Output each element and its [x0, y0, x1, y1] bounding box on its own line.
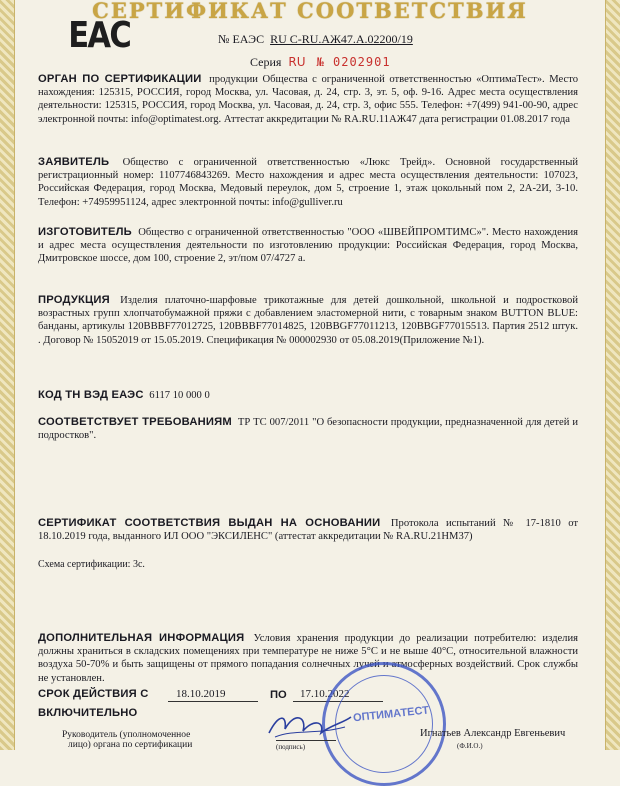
issue-basis-text: Протокола испытаний № 17-1810 от 18.10.2019 года, выданного ИЛ ООО "ЭКСИЛЕНС" (аттестат аккредитации № RA.RU.21НМ37)	[38, 518, 578, 543]
requirements-section	[38, 416, 578, 442]
left-ornament-border	[0, 0, 15, 750]
stamp-text: ОПТИМАТЕСТ	[352, 704, 430, 725]
certification-scheme: Схема сертификации: 3с.	[38, 559, 145, 570]
validity-to-label: ПО	[270, 689, 287, 701]
signatory-name: Игнатьев Александр Евгеньевич	[420, 728, 566, 739]
additional-info-text: Условия хранения продукции до реализации потребителю: изделия должны храниться в складских помещениях при температуре не ниже 5°С и не выше 40°С, относительной влажности воздуха 50-70% и быть защищены от прямого попадания солнечных лучей и атмосферных воздействий. Срок службы не установлен.	[38, 633, 578, 684]
eac-logo-icon: EAC	[68, 15, 131, 56]
requirements-label: СООТВЕТСТВУЕТ ТРЕБОВАНИЯМ	[38, 416, 232, 428]
certification-body-section	[38, 73, 578, 126]
validity-to-date: 17.10.2022	[300, 688, 350, 700]
signature-underline	[276, 740, 336, 741]
handwritten-signature	[265, 707, 355, 741]
manufacturer-section	[38, 226, 578, 266]
tn-ved-value: 6117 10 000 0	[149, 390, 210, 401]
issue-basis-section	[38, 517, 578, 543]
series-number: № 0202901	[316, 55, 391, 69]
right-ornament-border	[605, 0, 620, 750]
applicant-section	[38, 156, 578, 209]
signatory-role-line2: лицо) органа по сертификации	[68, 740, 193, 750]
validity-label: СРОК ДЕЙСТВИЯ С	[38, 688, 149, 700]
validity-from-underline	[168, 701, 258, 702]
registration-value: RU С-RU.АЖ47.А.02200/19	[270, 32, 413, 46]
tn-ved-section	[38, 389, 578, 402]
requirements-text: ТР ТС 007/2011 "О безопасности продукции, предназначенной для детей и подростков".	[38, 417, 578, 442]
series-code: RU	[288, 55, 306, 69]
manufacturer-text: Общество с ограниченной ответственностью "ООО «ШВЕЙПРОМТИМС»". Место нахождения и адрес места осуществления деятельности по изготовлению продукции: Российская Федерация, город Москва, Дмитровское шоссе, дом 100, строение 2, эт/пом 07/4727 а.	[38, 227, 578, 265]
certification-body-text: продукции Общества с ограниченной ответственностью «ОптимаТест». Место нахождения: 125315, РОССИЯ, город Москва, ул. Часовая, д. 24, стр. 3, эт. 5, оф. 9-16. Адрес места осуществления деятельности: 125315, РОССИЯ, город Москва, ул. Часовая, д. 24, стр. 3, офис 555. Телефон: +7(499) 941-00-90, адрес электронной почты: info@optimatest.org. Аттестат аккредитации № RA.RU.11АЖ47 дата регистрации 01.08.2017 года	[38, 74, 578, 125]
registration-number	[218, 32, 413, 47]
applicant-text: Общество с ограниченной ответственностью «Люкс Трейд». Основной государственный регистрационный номер: 1107746843269. Место нахождения и адрес места осуществления деятельности: 107023, Российская Федерация, город Москва, Медовый переулок, дом 5, строение 1, этаж цокольный пом 2, 2А-2И, 3-10. Телефон: +74959951124, адрес электронной почты: info@gulliver.ru	[38, 157, 578, 208]
series-line	[250, 55, 391, 70]
validity-from-date: 18.10.2019	[176, 688, 226, 700]
product-label: ПРОДУКЦИЯ	[38, 294, 110, 306]
registration-prefix: № ЕАЭС	[218, 32, 265, 46]
validity-period	[38, 688, 578, 700]
series-label: Серия	[250, 55, 282, 69]
manufacturer-label: ИЗГОТОВИТЕЛЬ	[38, 226, 132, 238]
product-section	[38, 294, 578, 347]
issue-basis-label: СЕРТИФИКАТ СООТВЕТСТВИЯ ВЫДАН НА ОСНОВАНИИ	[38, 517, 381, 529]
certification-body-label: ОРГАН ПО СЕРТИФИКАЦИИ	[38, 73, 202, 85]
signatory-role-line1: Руководитель (уполномоченное	[62, 730, 191, 740]
validity-inclusive: ВКЛЮЧИТЕЛЬНО	[38, 707, 138, 719]
signature-caption: (подпись)	[276, 743, 306, 751]
product-text: Изделия платочно-шарфовые трикотажные для детей дошкольной, школьной и подростковой возрастных групп хлопчатобумажной пряжи с добавлением эластомерной нити, с товарным знаком BUTTON BLUE: банданы, артикулы 120BBBF77012725, 120BBBF77014825, 120BBGF77011213, 120BBGF77015513. Партия 2512 штук. . Договор № 15052019 от 15.05.2019. Спецификация № 000002930 от 05.08.2019(Приложение №1).	[38, 295, 578, 346]
tn-ved-label: КОД ТН ВЭД ЕАЭС	[38, 389, 144, 401]
additional-info-label: ДОПОЛНИТЕЛЬНАЯ ИНФОРМАЦИЯ	[38, 632, 245, 644]
certificate-title: СЕРТИФИКАТ СООТВЕТСТВИЯ	[92, 0, 528, 23]
signatory-name-caption: (Ф.И.О.)	[457, 742, 483, 750]
additional-info-section	[38, 632, 578, 685]
applicant-label: ЗАЯВИТЕЛЬ	[38, 156, 110, 168]
